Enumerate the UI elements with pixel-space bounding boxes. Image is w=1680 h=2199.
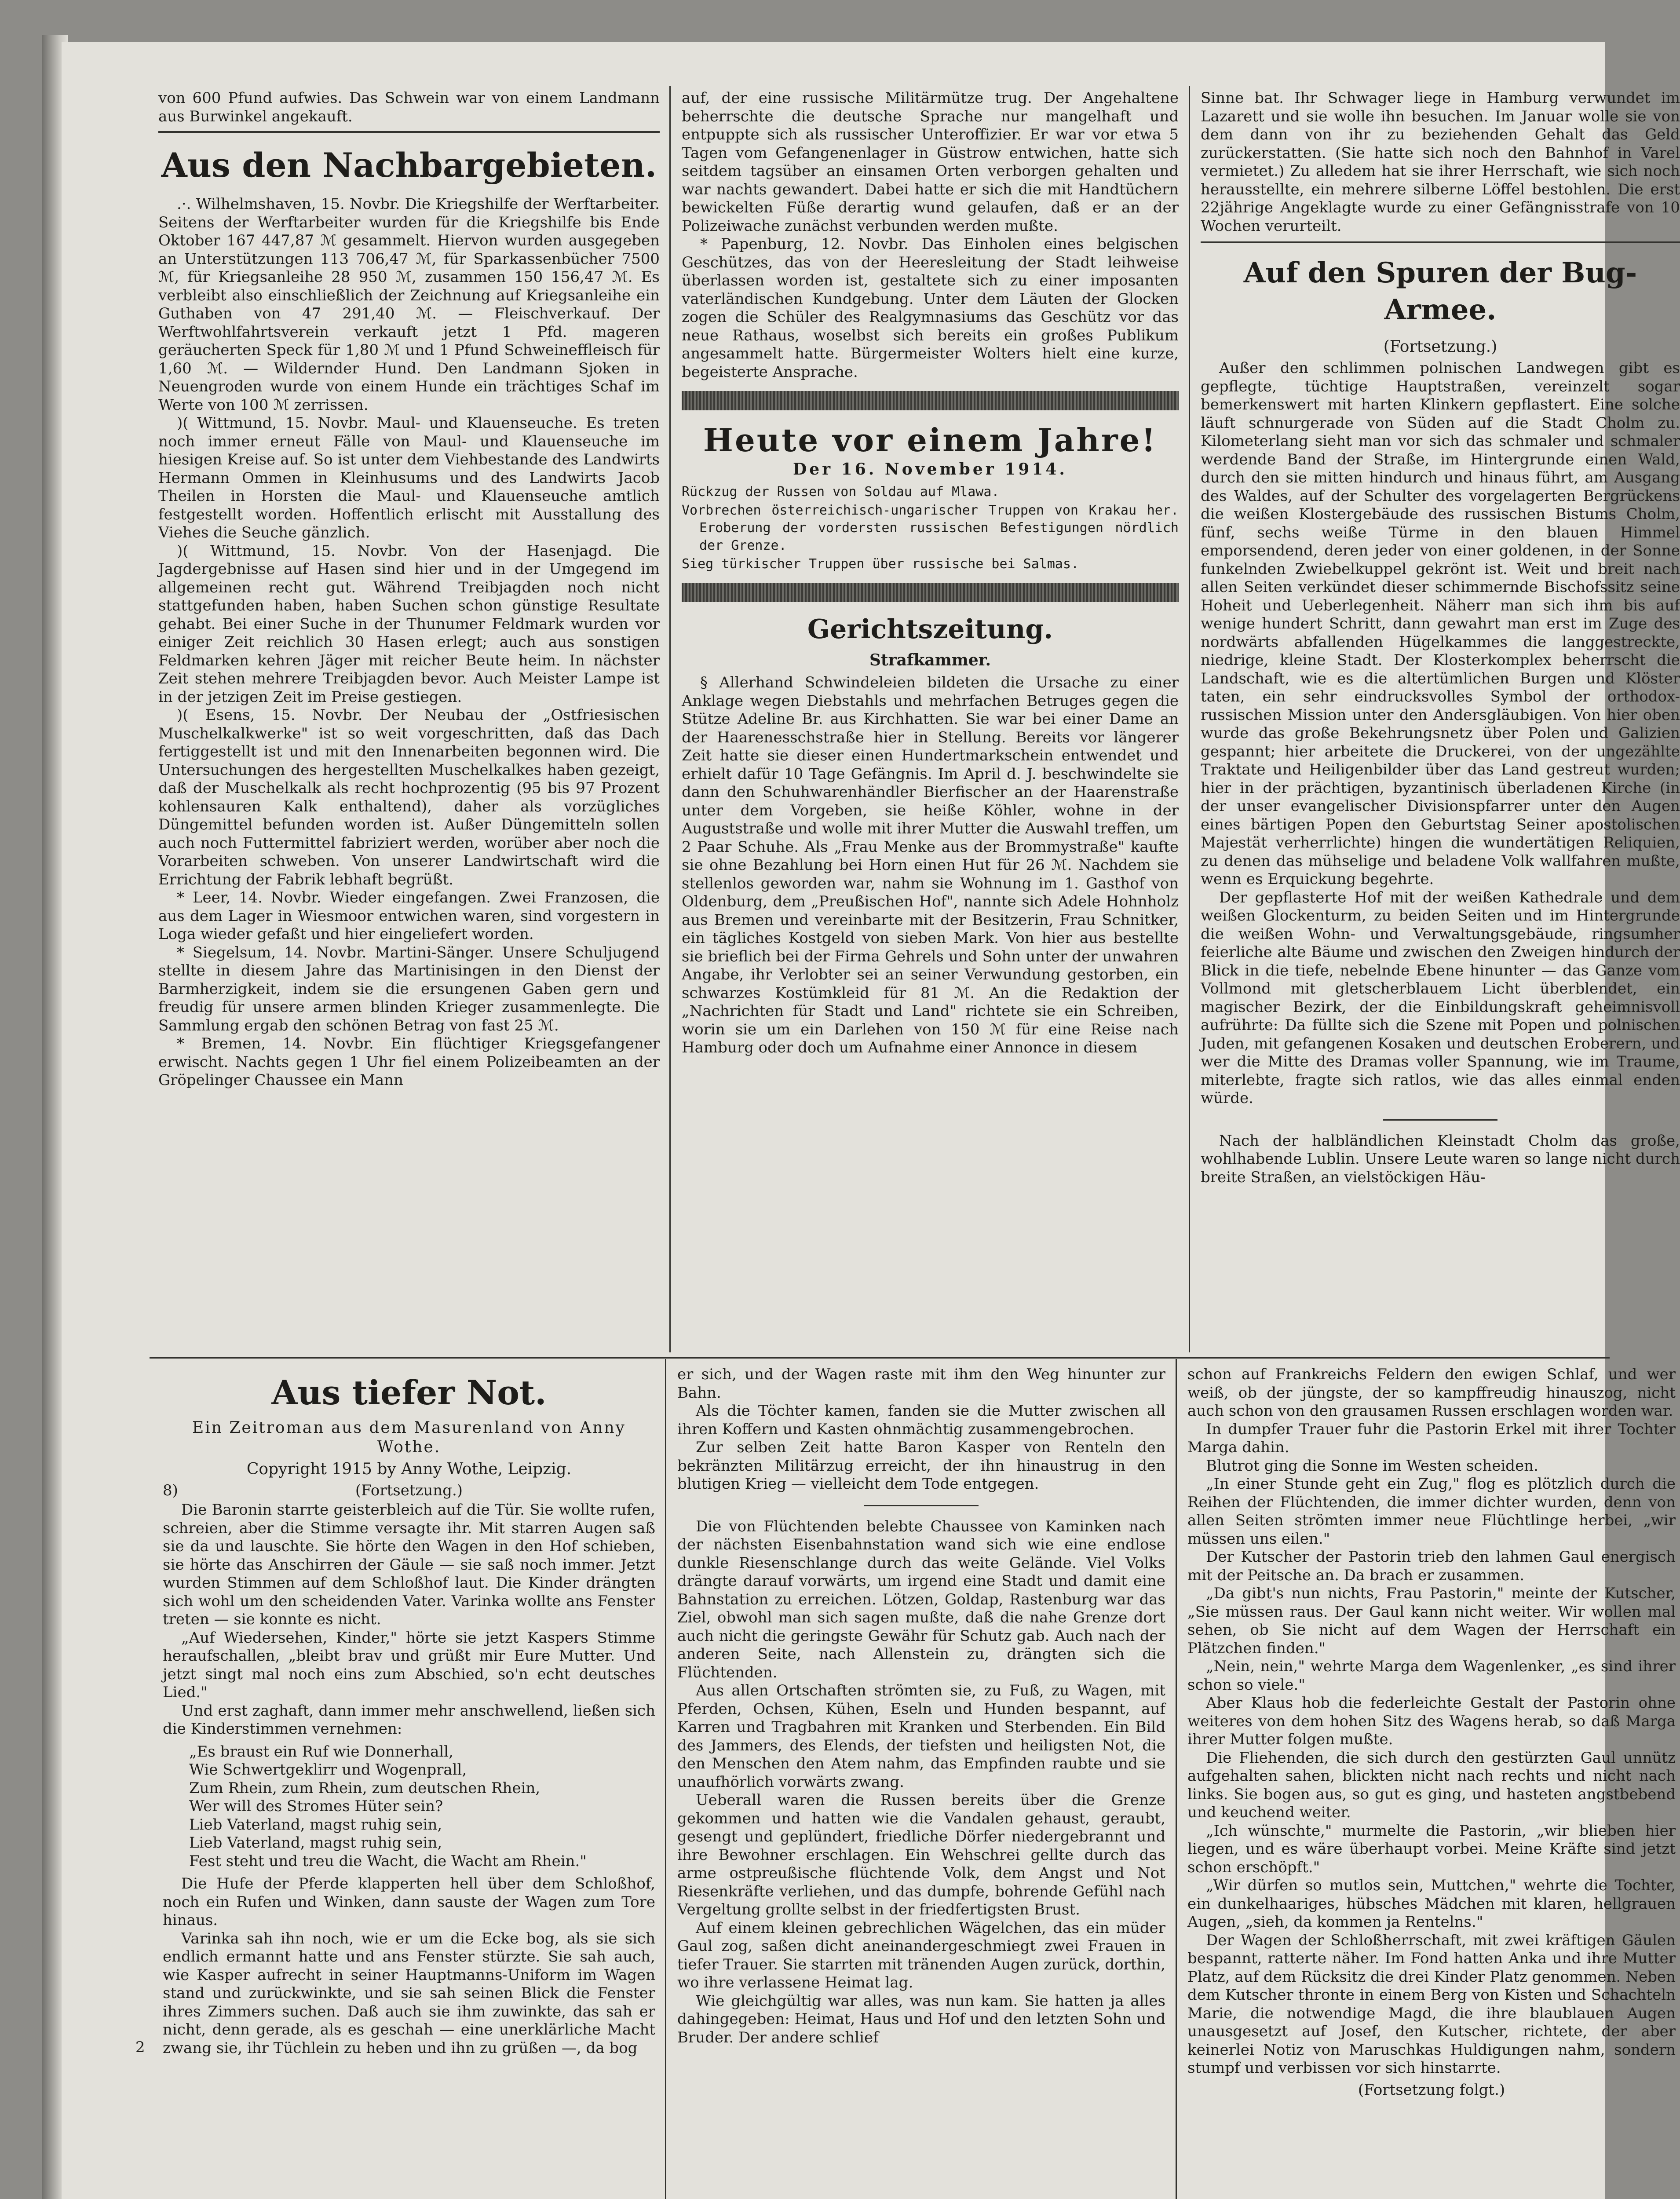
news-item: * Papenburg, 12. Novbr. Das Einholen eines belgischen Geschützes, das von der Heeresleitung der Stadt leihweise überlassen worden ist, gestaltete sich zu einer imposanten vaterländischen Kundgebung. Unter dem Läuten der Glocken zogen die Schüler des Realgymnasiums das Geschütz vor das neue Rathaus, woselbst sich bereits ein großes Publikum angesammelt hatte. Bürgermeister Wolters hielt eine kurze, begeisterte Ansprache.	[682, 235, 1179, 381]
news-item: * Leer, 14. Novbr. Wieder eingefangen. Zwei Franzosen, die aus dem Lager in Wiesmoor entwichen waren, sind vorgestern in Loga wieder gefaßt und hier eingeliefert worden.	[158, 889, 660, 943]
section-divider	[1201, 241, 1680, 243]
novel-paragraph: „Nein, nein," wehrte Marga dem Wagenlenker, „es sind ihrer schon so viele."	[1187, 1658, 1676, 1694]
novel-paragraph: Der Wagen der Schloßherrschaft, mit zwei kräftigen Gäulen bespannt, ratterte näher. Im Fond hatten Anka und ihre Mutter Platz, auf dem Rücksitz die drei Kinder Platz genommen. Neben dem Kutscher thronte in einem Berg von Kisten und Schachteln Marie, die notwendige Magd, die ihre blaublauen Augen unausgesetzt auf Josef, den Kutscher, richtete, der aber keinerlei Notiz von Maruschkas Huldigungen nahm, sondern stumpf und verbissen vor sich hinstarrte.	[1187, 1931, 1676, 2077]
feature-paragraph: Außer den schlimmen polnischen Landwegen gibt es gepflegte, tüchtige Hauptstraßen, vereinzelt sogar bemerkenswert mit harten Klinkern gepflastert. Eine solche läuft schnurgerade von Süden auf die Stadt Cholm zu. Kilometerlang sieht man vor sich das schmaler und schmaler werdende Band der Straße, im Hintergrunde einen Wald, durch den sie mitten hindurch und hinaus führt, am Ausgang des Waldes, auf der Schulter des vorgelagerten Bergrückens die weißen Klostergebäude des russischen Bistums Cholm, fünf, sechs weiße Türme in den blauen Himmel emporsendend, deren jeder von einer goldenen, in der Sonne funkelnden Zwiebelkuppel gekrönt ist. Weit und breit nach allen Seiten verkündet dieser schimmernde Bischofssitz seine Hoheit und Ueberlegenheit. Näherr man sich ihm bis auf wenige hundert Schritt, dann gewahrt man erst im Zuge des nordwärts abfallenden Hügelkammes die langgestreckte, niedrige, kleine Stadt. Der Klosterkomplex beherrscht die Landschaft, wie es die altertümlichen Burgen und Klöster taten, ein sehr eindrucksvolles Symbol der orthodox-russischen Mission unter den Andersgläubigen. Von hier oben wurde das große Bekehrungsnetz über Polen und Galizien gespannt; hier arbeitete die Druckerei, von der ungezählte Traktate und Heiligenbilder über das Land gestreut wurden; hier in der prächtigen, byzantinisch überladenen Kirche (in der unser evangelischer Divisionspfarrer unter den Augen eines bärtigen Popen den Geburtstag Seiner apostolischen Majestät verherrlichte) hingen die wundertätigen Reliquien, zu denen das mühselige und beladene Volk wallfahren mußte, wenn es Erquickung begehrte.	[1201, 359, 1680, 888]
heute-item: Sieg türkischer Truppen über russische bei Salmas.	[682, 556, 1079, 572]
novel-divider	[150, 1357, 1610, 1359]
novel-paragraph: „Da gibt's nun nichts, Frau Pastorin," meinte der Kutscher, „Sie müssen raus. Der Gaul kann nicht weiter. Wir wollen mal sehen, ob Sie nicht auf dem Wagen der Herrschaft ein Plätzchen finden."	[1187, 1585, 1676, 1657]
short-divider	[1383, 1119, 1497, 1121]
feature-paragraph: Nach der halbländlichen Kleinstadt Cholm das große, wohlhabende Lublin. Unsere Leute waren so lange nicht durch breite Straßen, an vielstöckigen Häu-	[1201, 1132, 1680, 1186]
column-rule	[665, 1359, 666, 2199]
feature-continuation: (Fortsetzung.)	[1383, 338, 1497, 356]
section-divider	[158, 131, 660, 133]
novel-paragraph: Aber Klaus hob die federleichte Gestalt der Pastorin ohne weiteres von dem hohen Sitz des Wagens herab, so daß Marga ihrer Mutter folgen mußte.	[1187, 1694, 1676, 1748]
page-number: 2	[135, 2038, 145, 2056]
court-title: Gerichtszeitung.	[807, 614, 1053, 645]
continued-text: Sinne bat. Ihr Schwager liege in Hamburg verwundet im Lazarett und sie wolle ihn besuchen. Im Januar wolle sie von dem dann von ihr zu beziehenden Gehalt das Geld zurückerstatten. (Sie hatte sich noch den Bahnhof in Varel vermietet.) Zu alledem hat sie ihrer Herrschaft, wie sich noch herausstellte, ein mehrere silberne Löffel bestohlen. Die erst 22jährige Angeklagte wurde zu einer Gefängnisstrafe von 10 Wochen verurteilt.	[1201, 89, 1680, 235]
song-line: Lieb Vaterland, magst ruhig sein,	[189, 1834, 442, 1852]
news-item: )( Wittmund, 15. Novbr. Maul- und Klauenseuche. Es treten noch immer erneut Fälle von Maul- und Klauenseuche im hiesigen Kreise auf. So ist unter dem Viehbestande des Landwirts Hermann Ommen in Kleinhusums und des Landwirts Jacob Theilen in Horsten die Maul- und Klauenseuche amtlich festgestellt worden. Hoffentlich erlischt mit Ausstallung des Viehes die Seuche gänzlich.	[158, 414, 660, 541]
novel-paragraph: er sich, und der Wagen raste mit ihm den Weg hinunter zur Bahn.	[677, 1366, 1165, 1402]
novel-copyright: Copyright 1915 by Anny Wothe, Leipzig.	[246, 1460, 572, 1478]
feature-paragraph: Der gepflasterte Hof mit der weißen Kathedrale und dem weißen Glockenturm, zu beiden Seiten und im Hintergrunde die weißen Wohn- und Verwaltungsgebäude, ringsumher feierliche alte Bäume und zwischen den Zweigen hindurch der Blick in die tiefe, nebelnde Ebene hinunter — das Ganze vom Vollmond mit gletscherblauem Licht überblendet, ein magischer Bezirk, der die Einbildungskraft geheimnisvoll aufrührte: Da füllte sich die Szene mit Popen und polnischen Juden, mit gefangenen Kosaken und deutschen Eroberern, und wer die Mitte des Dramas voller Spannung, wie im Traume, miterlebte, fragte sich ratlos, wie das alles einmal enden würde.	[1201, 888, 1680, 1107]
novel-paragraph: Blutrot ging die Sonne im Westen scheiden.	[1206, 1457, 1538, 1475]
novel-number: 8)	[163, 1482, 178, 1499]
column-rule	[1189, 86, 1190, 1352]
song-line: Fest steht und treu die Wacht, die Wacht am Rhein."	[189, 1852, 587, 1870]
news-item: .·. Wilhelmshaven, 15. Novbr. Die Kriegshilfe der Werftarbeiter. Seitens der Werftarbeiter wurden für die Kriegshilfe bis Ende Oktober 167 447,87 ℳ gesammelt. Hiervon wurden ausgegeben an Unterstützungen 113 706,47 ℳ, für Sparkassenbücher 7500 ℳ, für Kriegsanleihe 28 950 ℳ, zusammen 150 156,47 ℳ. Es verbleibt also einschließlich der Zeichnung auf Kriegsanleihe ein Guthaben von 47 291,40 ℳ. — Fleischverkauf. Der Werftwohlfahrtsverein verkauft jetzt 1 Pfd. mageren geräucherten Speck für 1,80 ℳ und 1 Pfund Schweineffleisch für 1,60 ℳ. — Wildernder Hund. Den Landmann Sjoken in Neuengroden wurde von einem Hunde ein trächtiges Schaf im Werte von 100 ℳ zerrissen.	[158, 195, 660, 414]
court-subtitle: Strafkammer.	[869, 650, 991, 669]
column-rule	[669, 86, 671, 1352]
column-regional-news	[158, 89, 660, 1352]
novel-title: Aus tiefer Not.	[271, 1373, 547, 1412]
song-lyrics	[163, 1743, 655, 1871]
intro-text: von 600 Pfund aufwies. Das Schwein war von einem Landmann aus Burwinkel angekauft.	[158, 89, 660, 125]
decorative-band	[682, 583, 1179, 602]
novel-paragraph: „Ich wünschte," murmelte die Pastorin, „wir blieben hier liegen, und es wäre überhaupt vorbei. Meine Kräfte sind jetzt schon erschöpft."	[1187, 1822, 1676, 1876]
short-divider	[864, 1505, 979, 1506]
novel-paragraph: Die Baronin starrte geisterbleich auf die Tür. Sie wollte rufen, schreien, aber die Stimme versagte ihr. Mit starren Augen saß sie da und lauschte. Sie hörte den Wagen in den Hof schieben, sie hörte das Anschirren der Gäule — sie saß noch immer. Jetzt wurden Stimmen auf dem Schloßhof laut. Die Kinder drängten sich wohl um den scheidenden Vater. Varinka wollte ans Fenster treten — sie konnte es nicht.	[163, 1501, 655, 1628]
novel-subtitle: Ein Zeitroman aus dem Masurenland von Anny Wothe.	[192, 1419, 626, 1456]
decorative-band	[682, 391, 1179, 410]
column-feature	[1201, 89, 1680, 1352]
novel-paragraph: Die von Flüchtenden belebte Chaussee von Kaminken nach der nächsten Eisenbahnstation wand sich wie eine endlose dunkle Riesenschlange durch das weite Gelände. Viel Volks drängte darauf vorwärts, um irgend eine Stadt und damit eine Bahnstation zu erreichen. Lötzen, Goldap, Rastenburg war das Ziel, obwohl man sich sagen mußte, daß die nahe Grenze dort auch nicht die geringste Gewähr für Schutz gab. Auch nach der anderen Seite, nach Allenstein zu, drängten sich die Flüchtenden.	[677, 1517, 1165, 1681]
news-item: * Siegelsum, 14. Novbr. Martini-Sänger. Unsere Schuljugend stellte in diesem Jahre das Martinisingen in den Dienst der Barmherzigkeit, indem sie die ersungenen Gaben gern und freudig für unsere armen blinden Krieger zusammenlegte. Die Sammlung ergab den schönen Betrag von fast 25 ℳ.	[158, 943, 660, 1034]
novel-paragraph: In dumpfer Trauer fuhr die Pastorin Erkel mit ihrer Tochter Marga dahin.	[1187, 1420, 1676, 1456]
novel-paragraph: Auf einem kleinen gebrechlichen Wägelchen, das ein müder Gaul zog, saßen dicht aneinandergeschmiegt zwei Frauen in tiefer Trauer. Sie starrten mit tränenden Augen zurück, dorthin, wo ihre verlassene Heimat lag.	[677, 1919, 1165, 1991]
song-line: Zum Rhein, zum Rhein, zum deutschen Rhein,	[189, 1779, 541, 1797]
novel-paragraph: schon auf Frankreichs Feldern den ewigen Schlaf, und wer weiß, ob der jüngste, der so kampffreudig hinauszog, nicht auch schon von den grausamen Russen erschlagen worden war.	[1187, 1366, 1676, 1420]
novel-paragraph: „Auf Wiedersehen, Kinder," hörte sie jetzt Kaspers Stimme heraufschallen, „bleibt brav und grüßt mir Eure Mutter. Und jetzt singt mal noch eins zum Abschied, so'n echt deutsches Lied."	[163, 1629, 655, 1701]
novel-paragraph: Die Fliehenden, die sich durch den gestürzten Gaul unnütz aufgehalten sahen, blickten nicht nach rechts und nicht nach links. Sie bogen aus, so gut es ging, und hasteten angstbebend und keuchend weiter.	[1187, 1749, 1676, 1821]
heute-item: Rückzug der Russen von Soldau auf Mlawa.	[682, 484, 1000, 500]
novel-paragraph: Der Kutscher der Pastorin trieb den lahmen Gaul energisch mit der Peitsche an. Da brach er zusammen.	[1187, 1548, 1676, 1584]
novel-paragraph: Zur selben Zeit hatte Baron Kasper von Renteln den bekränzten Militärzug erreicht, der ihn hinaustrug in den blutigen Krieg — vielleicht dem Tode entgegen.	[677, 1439, 1165, 1493]
novel-column-1	[163, 1366, 655, 2199]
song-line: Lieb Vaterland, magst ruhig sein,	[189, 1815, 442, 1834]
novel-continuation: (Fortsetzung.)	[355, 1482, 463, 1499]
heute-list	[682, 483, 1179, 573]
novel-paragraph: Varinka sah ihn noch, wie er um die Ecke bog, als sie sich endlich ermannt hatte und ans Fenster stürzte. Sie sah auch, wie Kasper aufrecht in seiner Hauptmanns-Uniform im Wagen stand und zurückwinkte, und sie sah seinen Blick die Fenster ihres Zimmers suchen. Daß auch sie ihm zuwinkte, das sah er nicht, denn gerade, als es geschah — eine unerklärliche Macht zwang sie, ihr Tüchlein zu heben und ihn zu grüßen —, da bog	[163, 1929, 655, 2057]
song-line: Wie Schwertgeklirr und Wogenprall,	[189, 1761, 467, 1779]
news-item: )( Esens, 15. Novbr. Der Neubau der „Ostfriesischen Muschelkalkwerke" ist so weit vorgeschritten, daß das Dach fertiggestellt ist und mit den Innenarbeiten begonnen wird. Die Untersuchungen des hergestellten Muschelkalkes haben gezeigt, daß der Muschelkalk als recht hochprozentig (95 bis 97 Prozent kohlensauren Kalk enthaltend), daher als vorzügliches Düngemittel befunden worden ist. Außer Düngemitteln sollen auch noch Futtermittel fabriziert werden, worüber aber noch die Vorarbeiten schweben. Von unserer Landwirtschaft wird die Errichtung der Fabrik lebhaft begrüßt.	[158, 706, 660, 888]
news-item: * Bremen, 14. Novbr. Ein flüchtiger Kriegsgefangener erwischt. Nachts gegen 1 Uhr fiel einem Polizeibeamten an der Gröpelinger Chaussee ein Mann	[158, 1035, 660, 1089]
news-item: )( Wittmund, 15. Novbr. Von der Hasenjagd. Die Jagdergebnisse auf Hasen sind hier und in der Umgegend im allgemeinen recht gut. Während Treibjagden noch nicht stattgefunden haben, haben Suchen schon günstige Resultate gehabt. Bei einer Suche in der Thunumer Feldmark wurden vor einiger Zeit reichlich 30 Hasen erlegt; auch aus sonstigen Feldmarken kehren Jäger mit reicher Beute heim. In nächster Zeit stehen mehrere Treibjagden bevor. Auch Meister Lampe ist in der jetzigen Zeit im Preise gestiegen.	[158, 542, 660, 706]
heute-item: Vorbrechen österreichisch-ungarischer Truppen von Krakau her. Eroberung der vordersten russischen Befestigungen nördlich der Grenze.	[682, 502, 1179, 553]
novel-paragraph: Aus allen Ortschaften strömten sie, zu Fuß, zu Wagen, mit Pferden, Ochsen, Kühen, Eseln und Hunden bespannt, auf Karren und Tragbahren mit Kranken und Sterbenden. Ein Bild des Jammers, des Elends, der tiefsten und heiligsten Not, die den Menschen den Atem nahm, das Empfinden raubte und sie unaufhörlich vorwärts zwang.	[677, 1682, 1165, 1791]
novel-paragraph: „In einer Stunde geht ein Zug," flog es plötzlich durch die Reihen der Flüchtenden, die immer dichter wurden, denn von allen Seiten strömten immer neue Flüchtlinge herbei, „wir müssen uns eilen."	[1187, 1475, 1676, 1548]
heute-date: Der 16. November 1914.	[793, 460, 1067, 479]
novel-paragraph: Ueberall waren die Russen bereits über die Grenze gekommen und hatten wie die Vandalen gehaust, geraubt, gesengt und geplündert, friedliche Dörfer niedergebrannt und ihre Bewohner erschlagen. Ein Wehschrei gellte durch das arme ostpreußische flüchtende Volk, dem Angst und Not Riesenkräfte verliehen, und das dumpfe, bohrende Gefühl nach Vergeltung grollte selbst in der friedfertigsten Brust.	[677, 1791, 1165, 1918]
novel-column-3	[1187, 1366, 1676, 2199]
column-rule	[1176, 1359, 1177, 2199]
heute-title: Heute vor einem Jahre!	[703, 421, 1158, 459]
novel-paragraph: Und erst zaghaft, dann immer mehr anschwellend, ließen sich die Kinderstimmen vernehmen:	[163, 1702, 655, 1738]
feature-title: Auf den Spuren der Bug-Armee.	[1243, 256, 1637, 326]
song-line: Wer will des Stromes Hüter sein?	[189, 1797, 443, 1815]
novel-paragraph: „Wir dürfen so mutlos sein, Muttchen," wehrte die Tochter, ein dunkelhaariges, hübsches Mädchen mit klaren, hellgrauen Augen, „sieh, da kommen ja Rentelns."	[1187, 1877, 1676, 1931]
novel-paragraph: Die Hufe der Pferde klapperten hell über dem Schloßhof, noch ein Rufen und Winken, dann sauste der Wagen zum Tore hinaus.	[163, 1875, 655, 1929]
novel-meta	[163, 1482, 655, 1501]
novel-paragraph: Wie gleichgültig war alles, was nun kam. Sie hatten ja alles dahingegeben: Heimat, Haus und Hof und den letzten Sohn und Bruder. Der andere schlief	[677, 1992, 1165, 2046]
novel-end-note: (Fortsetzung folgt.)	[1358, 2081, 1505, 2099]
court-report: § Allerhand Schwindeleien bildeten die Ursache zu einer Anklage wegen Diebstahls und mehrfachen Betruges gegen die Stütze Adeline Br. aus Kirchhatten. Sie war bei einer Dame an der Haarenesschstraße hier in Stellung. Bereits vor längerer Zeit hatte sie dieser einen Hundertmarkschein entwendet und erhielt dafür 10 Tage Gefängnis. Im April d. J. beschwindelte sie dann den Schuhwarenhändler Bierfischer an der Haarenstraße unter dem Vorgeben, sie heiße Köhler, wohne in der Auguststraße und wolle mit ihrer Mutter die Auswahl treffen, um 2 Paar Schuhe. Als „Frau Menke aus der Brommystraße" kaufte sie ohne Bezahlung bei Horn einen Hut für 26 ℳ. Nachdem sie stellenlos geworden war, nahm sie Wohnung im 1. Gasthof von Oldenburg, dem „Preußischen Hof", nannte sich Adele Hohnholz aus Bremen und vereinbarte mit der Besitzerin, Frau Schnitker, ein tägliches Kostgeld von sieben Mark. Von hier aus bestellte sie brieflich bei der Firma Gehrels und Sohn unter der unwahren Angabe, ihr Verlobter sei an seiner Verwundung gestorben, ein schwarzes Kostümkleid für 81 ℳ. An die Redaktion der „Nachrichten für Stadt und Land" richtete sie ein Schreiben, worin sie um ein Darlehen von 150 ℳ für eine Reise nach Hamburg oder doch um Aufnahme einer Annonce in diesem	[682, 674, 1179, 1056]
novel-column-2	[677, 1366, 1165, 2199]
newspaper-page	[62, 42, 1680, 2199]
column-middle-news	[682, 89, 1179, 1352]
song-line: „Es braust ein Ruf wie Donnerhall,	[189, 1742, 453, 1761]
continued-text: auf, der eine russische Militärmütze trug. Der Angehaltene beherrschte die deutsche Sprache nur mangelhaft und entpuppte sich als russischer Unteroffizier. Er war vor etwa 5 Tagen vom Gefangenenlager in Güstrow entwichen, hatte sich seitdem tagsüber an einsamen Orten verborgen gehalten und war nachts gewandert. Dabei hatte er sich die mit Handtüchern bewickelten Füße derartig wund gelaufen, daß er an der Polizeiwache zunächst verbunden werden mußte.	[682, 89, 1179, 235]
section-title: Aus den Nachbargebieten.	[161, 146, 657, 185]
novel-paragraph: Als die Töchter kamen, fanden sie die Mutter zwischen all ihren Koffern und Kasten ohnmächtig zusammengebrochen.	[677, 1402, 1165, 1438]
